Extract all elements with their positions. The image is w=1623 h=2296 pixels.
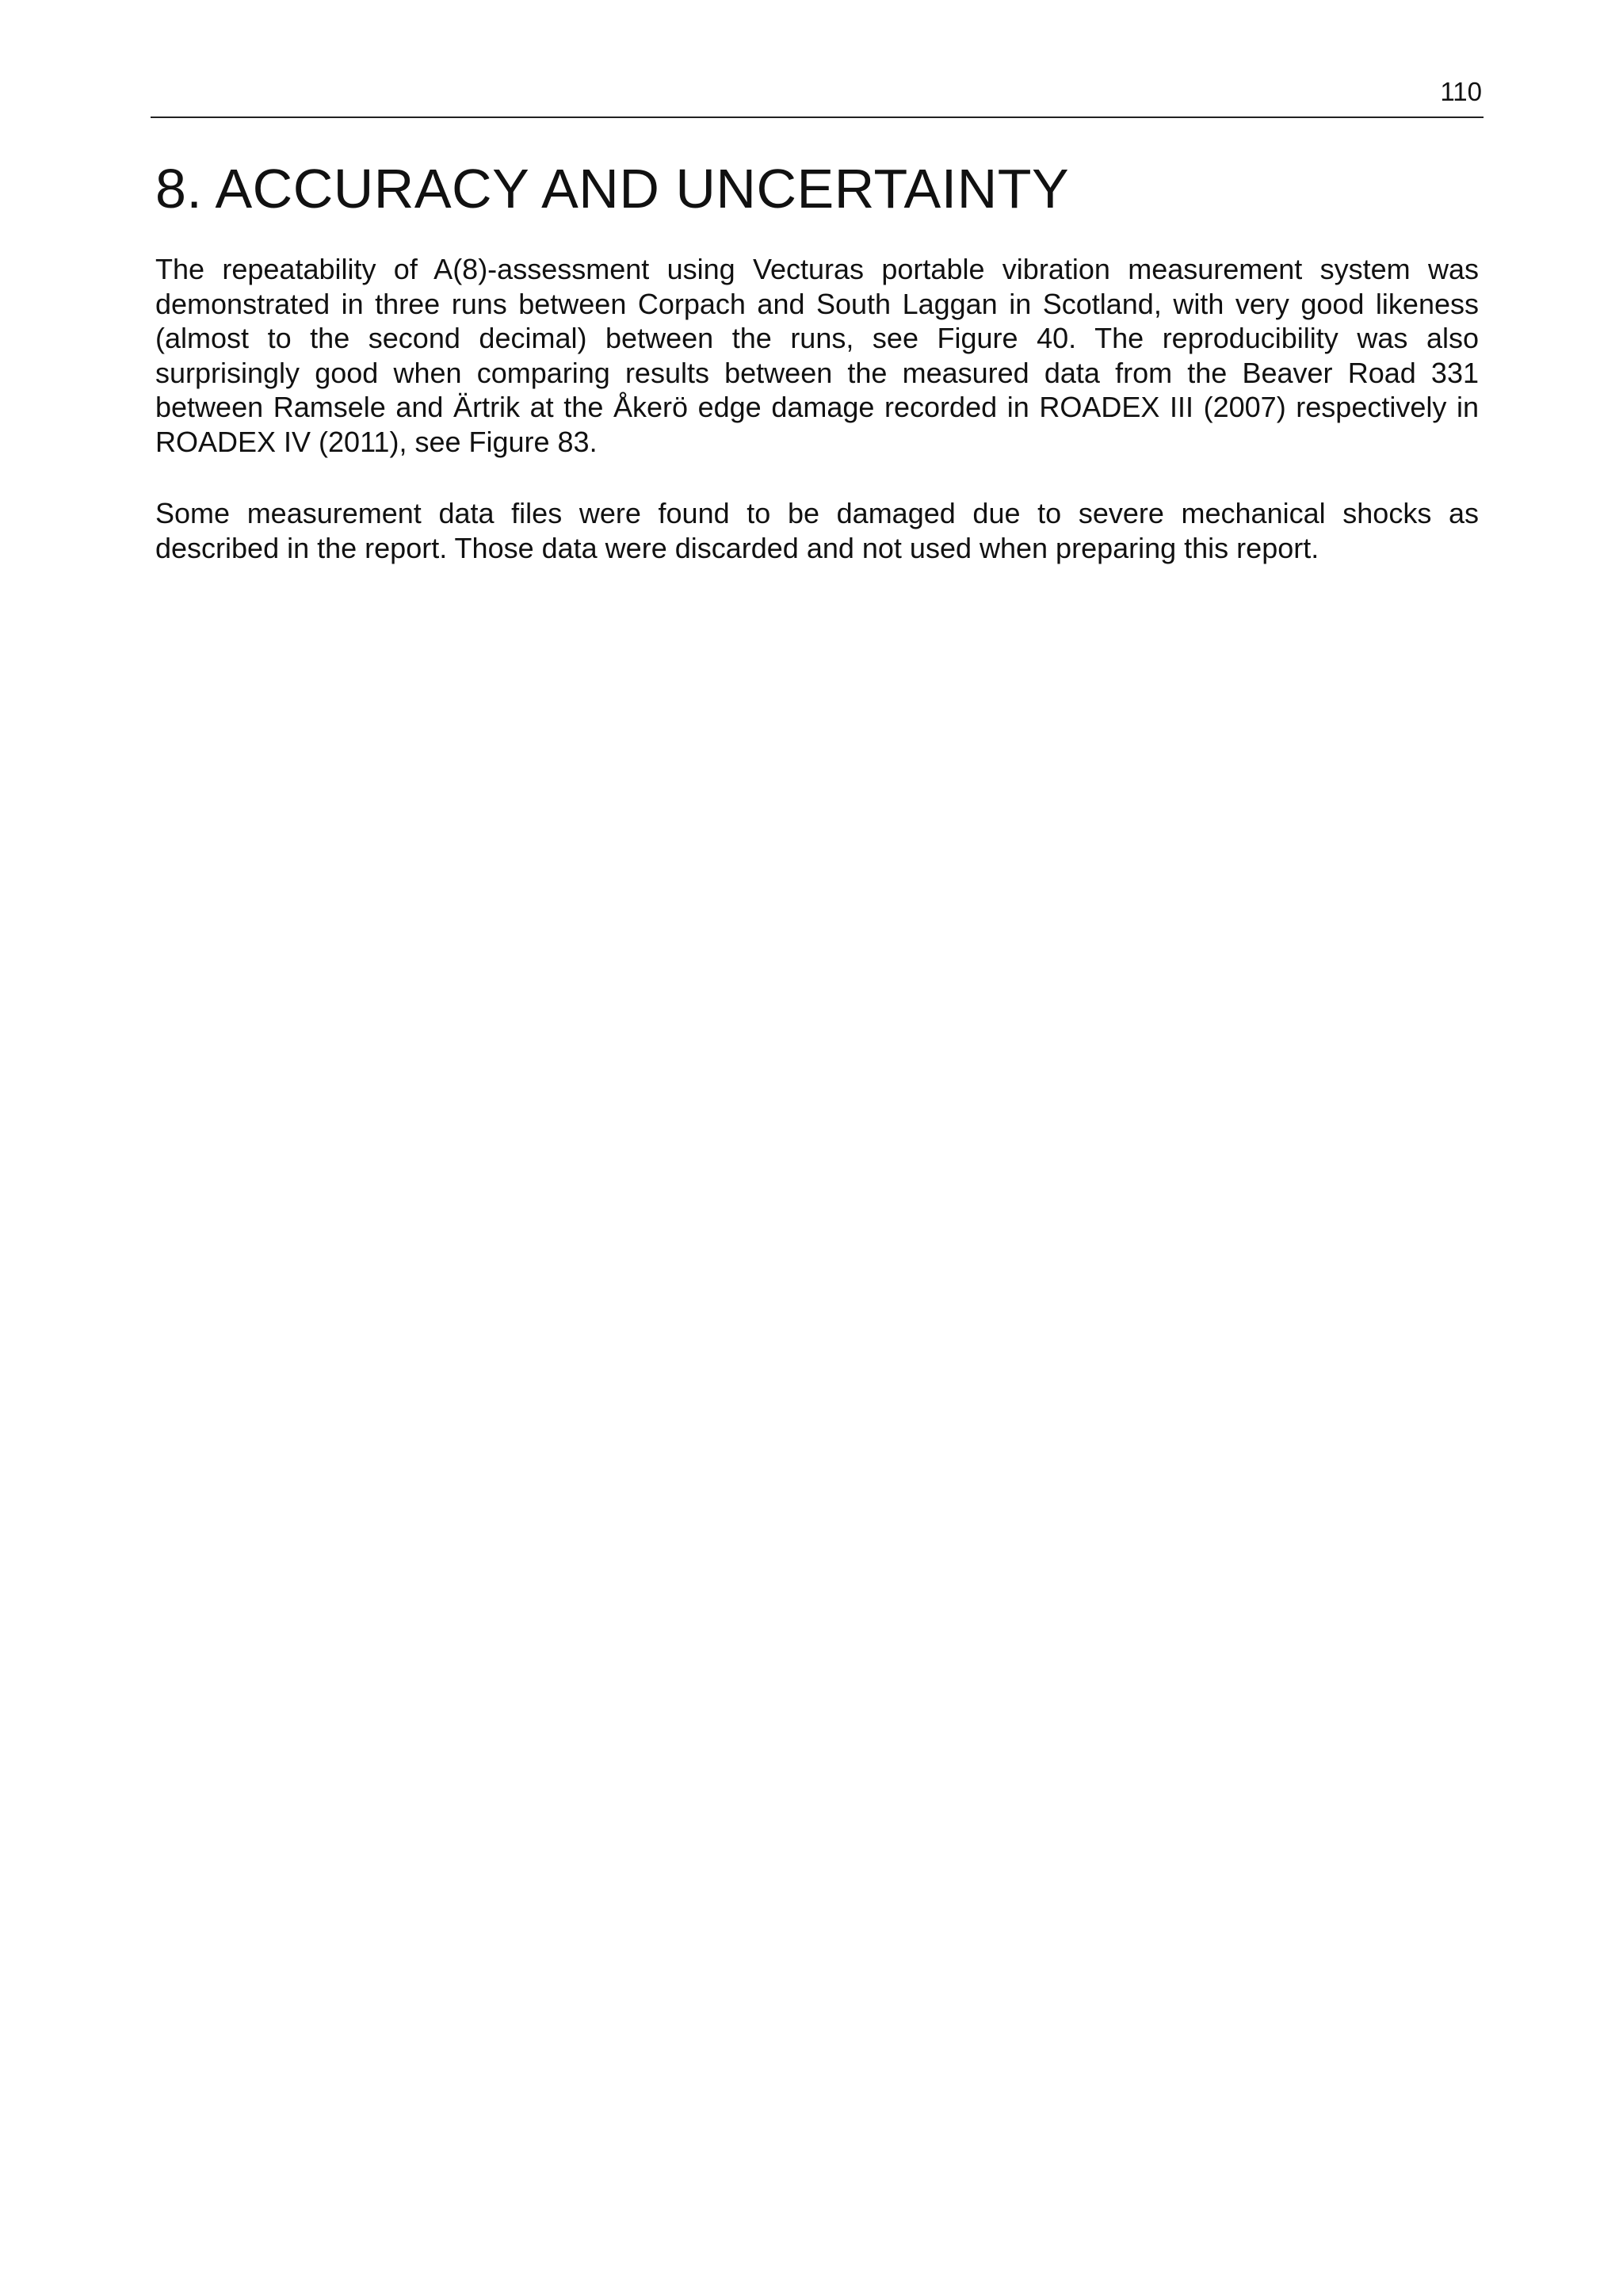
section-title: 8. ACCURACY AND UNCERTAINTY — [155, 158, 1070, 220]
page-number: 110 — [1440, 77, 1482, 106]
body-paragraph-1: The repeatability of A(8)-assessment using Vecturas portable vibration measurement system was demonstrated in three runs between Corpach and South Laggan in Scotland, with very good likeness (almost to the second decimal) between the runs, see Figure 40. The reproducibility was also surprisingly good when comparing results between the measured data from the Beaver Road 331 between Ramsele and Ärtrik at the Åkerö edge damage recorded in ROADEX III (2007) respectively in ROADEX IV (2011), see Figure 83. — [155, 253, 1479, 458]
body-paragraph-2: Some measurement data files were found to be damaged due to severe mechanical shocks as described in the report. Those data were discarded and not used when preparing this report. — [155, 497, 1479, 564]
header-divider — [151, 117, 1484, 118]
